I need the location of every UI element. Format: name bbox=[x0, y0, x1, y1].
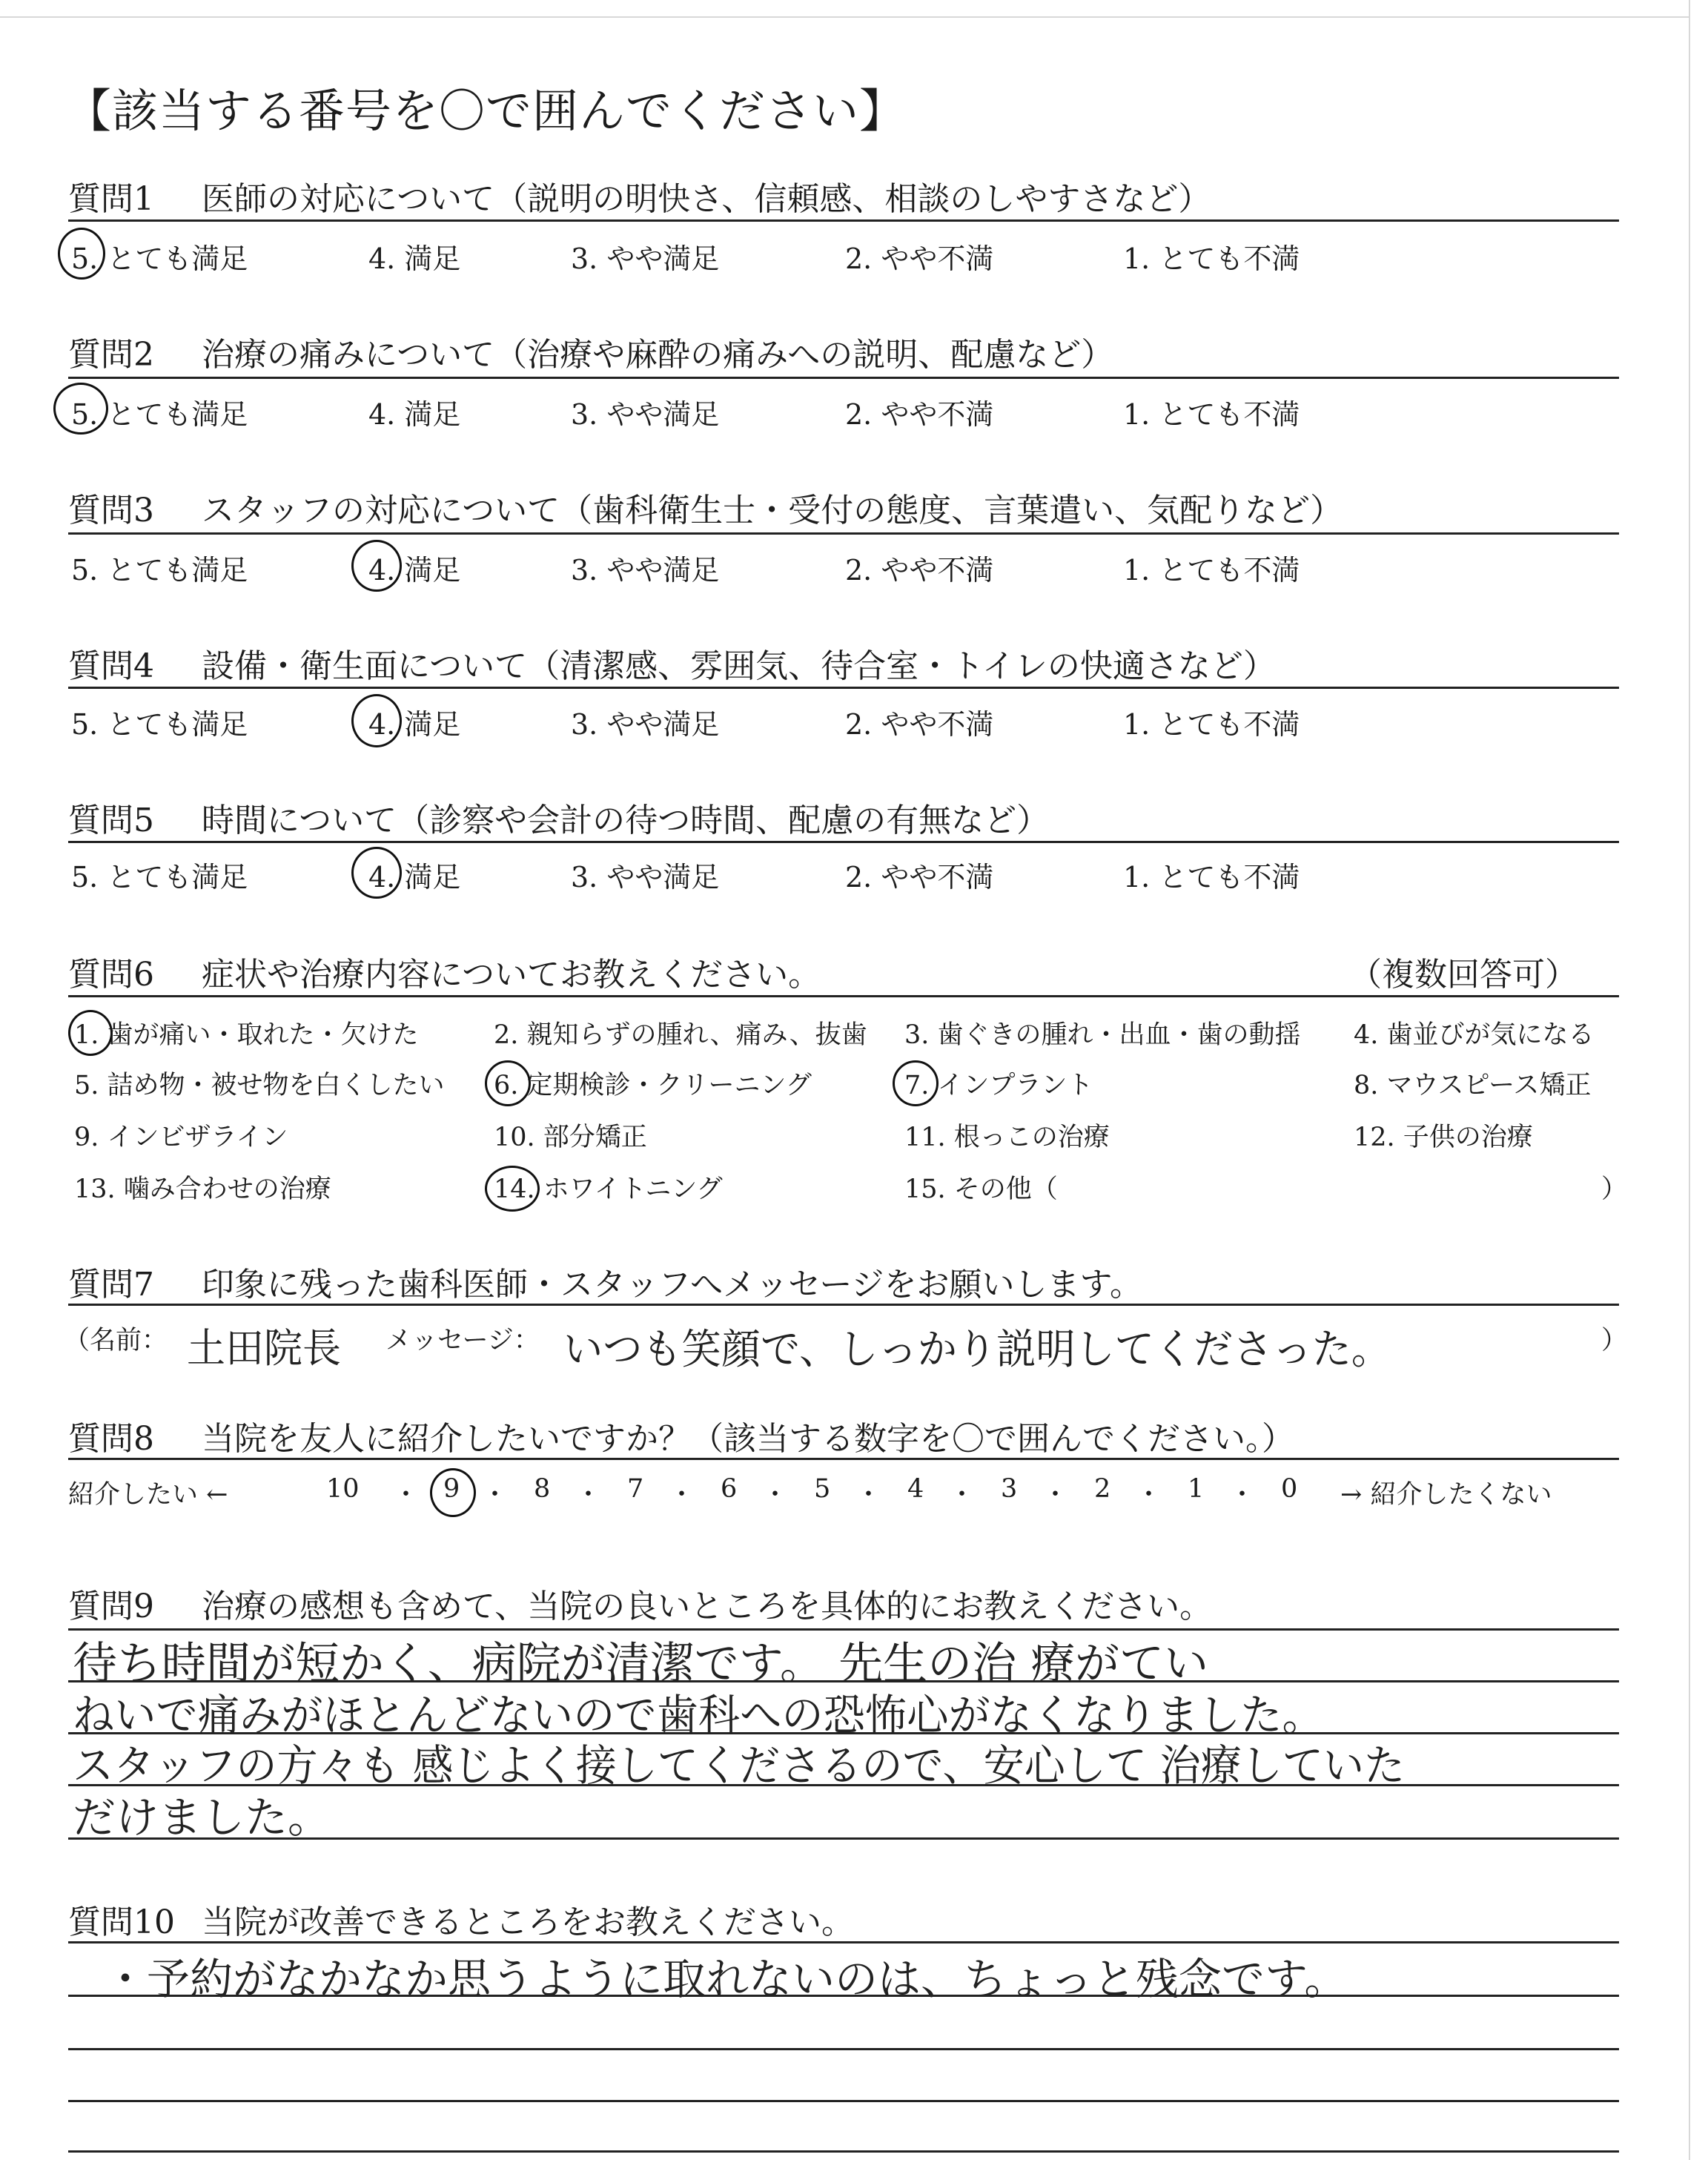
q10-rule-3 bbox=[68, 2048, 1619, 2050]
q7-close: ） bbox=[1601, 1326, 1628, 1355]
q8-dot: ・ bbox=[393, 1480, 420, 1510]
q8-scale-3[interactable]: 3 bbox=[1001, 1474, 1018, 1504]
q10-text: 当院が改善できるところをお教えください。 bbox=[202, 1903, 854, 1941]
q8-text: 当院を友人に紹介したいですか？（該当する数字を〇で囲んでください。） bbox=[202, 1420, 1294, 1458]
q1-rule bbox=[68, 219, 1619, 222]
q6-other-close: ） bbox=[1601, 1175, 1628, 1204]
q6-option-8[interactable]: 8. マウスピース矯正 bbox=[1354, 1071, 1592, 1100]
q10-rule-5 bbox=[68, 2150, 1619, 2153]
q5-option-3[interactable]: 3. やや満足 bbox=[571, 861, 720, 894]
q1-option-1[interactable]: 1. とても不満 bbox=[1123, 242, 1300, 275]
q3-option-1[interactable]: 1. とても不満 bbox=[1123, 554, 1300, 587]
q6-option-11[interactable]: 11. 根っこの治療 bbox=[904, 1123, 1110, 1152]
q2-rule bbox=[68, 377, 1619, 379]
q6-option-10[interactable]: 10. 部分矯正 bbox=[494, 1123, 647, 1152]
q7-message-label: メッセージ： bbox=[385, 1326, 540, 1355]
q9-answer-line-4[interactable]: だけました。 bbox=[73, 1792, 331, 1843]
q2-option-2[interactable]: 2. やや不満 bbox=[845, 398, 994, 431]
q4-option-1[interactable]: 1. とても不満 bbox=[1123, 708, 1300, 741]
q6-option-3[interactable]: 3. 歯ぐきの腫れ・出血・歯の動揺 bbox=[904, 1020, 1301, 1050]
q1-label: 質問1 bbox=[68, 180, 154, 218]
q7-name-handwriting[interactable]: 土田院長 bbox=[187, 1325, 342, 1373]
instruction-title: 【該当する番号を〇で囲んでください】 bbox=[65, 84, 907, 138]
q6-option-13[interactable]: 13. 噛み合わせの治療 bbox=[74, 1175, 331, 1204]
q8-left-label: 紹介したい ← bbox=[68, 1480, 228, 1510]
q8-dot: ・ bbox=[1042, 1480, 1069, 1510]
q8-scale-10[interactable]: 10 bbox=[326, 1474, 360, 1504]
q1-text: 医師の対応について（説明の明快さ、信頼感、相談のしやすさなど） bbox=[202, 180, 1211, 218]
q5-rule bbox=[68, 841, 1619, 843]
q5-label: 質問5 bbox=[68, 802, 154, 839]
q8-scale-6[interactable]: 6 bbox=[721, 1474, 738, 1504]
q5-option-2[interactable]: 2. やや不満 bbox=[845, 861, 994, 894]
q4-text: 設備・衛生面について（清潔感、雰囲気、待合室・トイレの快適さなど） bbox=[202, 647, 1276, 685]
q3-option-5[interactable]: 5. とても満足 bbox=[71, 554, 248, 587]
q6-option-6[interactable]: 6. 定期検診・クリーニング bbox=[494, 1071, 812, 1100]
q6-option-2[interactable]: 2. 親知らずの腫れ、痛み、抜歯 bbox=[494, 1020, 867, 1050]
q9-answer-line-3[interactable]: スタッフの方々も 感じよく接してくださるので、安心して 治療していた bbox=[73, 1740, 1406, 1791]
q10-rule-4 bbox=[68, 2100, 1619, 2102]
q7-text: 印象に残った歯科医師・スタッフへメッセージをお願いします。 bbox=[202, 1266, 1142, 1304]
q9-answer-line-2[interactable]: ねいで痛みがほとんどないので歯科への恐怖心がなくなりました。 bbox=[73, 1690, 1324, 1740]
q6-option-15[interactable]: 15. その他（ bbox=[904, 1175, 1058, 1204]
q8-dot: ・ bbox=[669, 1480, 695, 1510]
q7-label: 質問7 bbox=[68, 1266, 154, 1304]
q6-option-4[interactable]: 4. 歯並びが気になる bbox=[1354, 1020, 1595, 1050]
q2-option-1[interactable]: 1. とても不満 bbox=[1123, 398, 1300, 431]
q3-rule bbox=[68, 532, 1619, 535]
scan-edge-right bbox=[1689, 0, 1690, 2160]
q6-option-5[interactable]: 5. 詰め物・被せ物を白くしたい bbox=[74, 1071, 445, 1100]
scan-edge-top bbox=[0, 16, 1690, 18]
q6-option-7[interactable]: 7. インプラント bbox=[904, 1071, 1093, 1100]
q4-option-4[interactable]: 4. 満足 bbox=[368, 708, 461, 741]
q8-scale-4[interactable]: 4 bbox=[907, 1474, 924, 1504]
q6-text: 症状や治療内容についてお教えください。 bbox=[202, 956, 821, 994]
q4-option-5[interactable]: 5. とても満足 bbox=[71, 708, 248, 741]
q8-dot: ・ bbox=[949, 1480, 976, 1510]
q8-label: 質問8 bbox=[68, 1420, 154, 1458]
q8-scale-8[interactable]: 8 bbox=[534, 1474, 551, 1504]
q1-option-3[interactable]: 3. やや満足 bbox=[571, 242, 720, 275]
q3-option-2[interactable]: 2. やや不満 bbox=[845, 554, 994, 587]
q8-scale-5[interactable]: 5 bbox=[814, 1474, 831, 1504]
q8-dot: ・ bbox=[1136, 1480, 1162, 1510]
q6-note: （複数回答可） bbox=[1349, 956, 1578, 994]
q3-option-3[interactable]: 3. やや満足 bbox=[571, 554, 720, 587]
q6-option-1[interactable]: 1. 歯が痛い・取れた・欠けた bbox=[74, 1020, 419, 1050]
q10-label: 質問10 bbox=[68, 1903, 175, 1941]
q9-text: 治療の感想も含めて、当院の良いところを具体的にお教えください。 bbox=[202, 1588, 1213, 1625]
q2-option-4[interactable]: 4. 満足 bbox=[368, 398, 461, 431]
q4-option-3[interactable]: 3. やや満足 bbox=[571, 708, 720, 741]
q1-option-4[interactable]: 4. 満足 bbox=[368, 242, 461, 275]
q7-rule bbox=[68, 1304, 1619, 1306]
q8-scale-7[interactable]: 7 bbox=[627, 1474, 644, 1504]
q8-scale-0[interactable]: 0 bbox=[1281, 1474, 1298, 1504]
q8-scale-2[interactable]: 2 bbox=[1094, 1474, 1111, 1504]
q8-rule bbox=[68, 1458, 1619, 1460]
q8-right-label: → 紹介したくない bbox=[1340, 1480, 1552, 1510]
q3-option-4[interactable]: 4. 満足 bbox=[368, 554, 461, 587]
q3-label: 質問3 bbox=[68, 492, 154, 529]
q7-message-handwriting[interactable]: いつも笑顔で、しっかり説明してくださった。 bbox=[563, 1326, 1391, 1374]
q5-option-5[interactable]: 5. とても満足 bbox=[71, 861, 248, 894]
q9-label: 質問9 bbox=[68, 1588, 154, 1625]
q2-label: 質問2 bbox=[68, 336, 154, 374]
q10-rule-1 bbox=[68, 1941, 1619, 1943]
q5-option-1[interactable]: 1. とても不満 bbox=[1123, 861, 1300, 894]
q9-answer-line-1[interactable]: 待ち時間が短かく、病院が清潔です。 先生の治 療がてい bbox=[73, 1638, 1209, 1690]
q8-dot: ・ bbox=[575, 1480, 602, 1510]
q8-dot: ・ bbox=[1229, 1480, 1256, 1510]
q4-option-2[interactable]: 2. やや不満 bbox=[845, 708, 994, 741]
q10-answer-line-1[interactable]: ・予約がなかなか思うように取れないのは、ちょっと残念です。 bbox=[104, 1954, 1348, 2004]
q6-rule bbox=[68, 995, 1619, 997]
q2-option-5[interactable]: 5. とても満足 bbox=[71, 398, 248, 431]
q8-dot: ・ bbox=[855, 1480, 882, 1510]
q6-option-12[interactable]: 12. 子供の治療 bbox=[1354, 1123, 1533, 1152]
q2-option-3[interactable]: 3. やや満足 bbox=[571, 398, 720, 431]
q1-option-2[interactable]: 2. やや不満 bbox=[845, 242, 994, 275]
q2-text: 治療の痛みについて（治療や麻酔の痛みへの説明、配慮など） bbox=[202, 336, 1114, 374]
q4-rule bbox=[68, 687, 1619, 689]
q8-scale-1[interactable]: 1 bbox=[1188, 1474, 1205, 1504]
q6-option-9[interactable]: 9. インビザライン bbox=[74, 1123, 288, 1152]
q1-option-5[interactable]: 5. とても満足 bbox=[71, 242, 248, 275]
q7-name-label: （名前： bbox=[64, 1326, 168, 1355]
q4-label: 質問4 bbox=[68, 647, 154, 685]
q8-scale-9[interactable]: 9 bbox=[443, 1474, 460, 1504]
q6-label: 質問6 bbox=[68, 956, 154, 994]
q3-text: スタッフの対応について（歯科衛生士・受付の態度、言葉遣い、気配りなど） bbox=[202, 492, 1343, 529]
q5-option-4[interactable]: 4. 満足 bbox=[368, 861, 461, 894]
q8-dot: ・ bbox=[762, 1480, 789, 1510]
q8-dot: ・ bbox=[482, 1480, 509, 1510]
q5-text: 時間について（診察や会計の待つ時間、配慮の有無など） bbox=[202, 802, 1050, 839]
q6-option-14[interactable]: 14. ホワイトニング bbox=[494, 1175, 723, 1204]
